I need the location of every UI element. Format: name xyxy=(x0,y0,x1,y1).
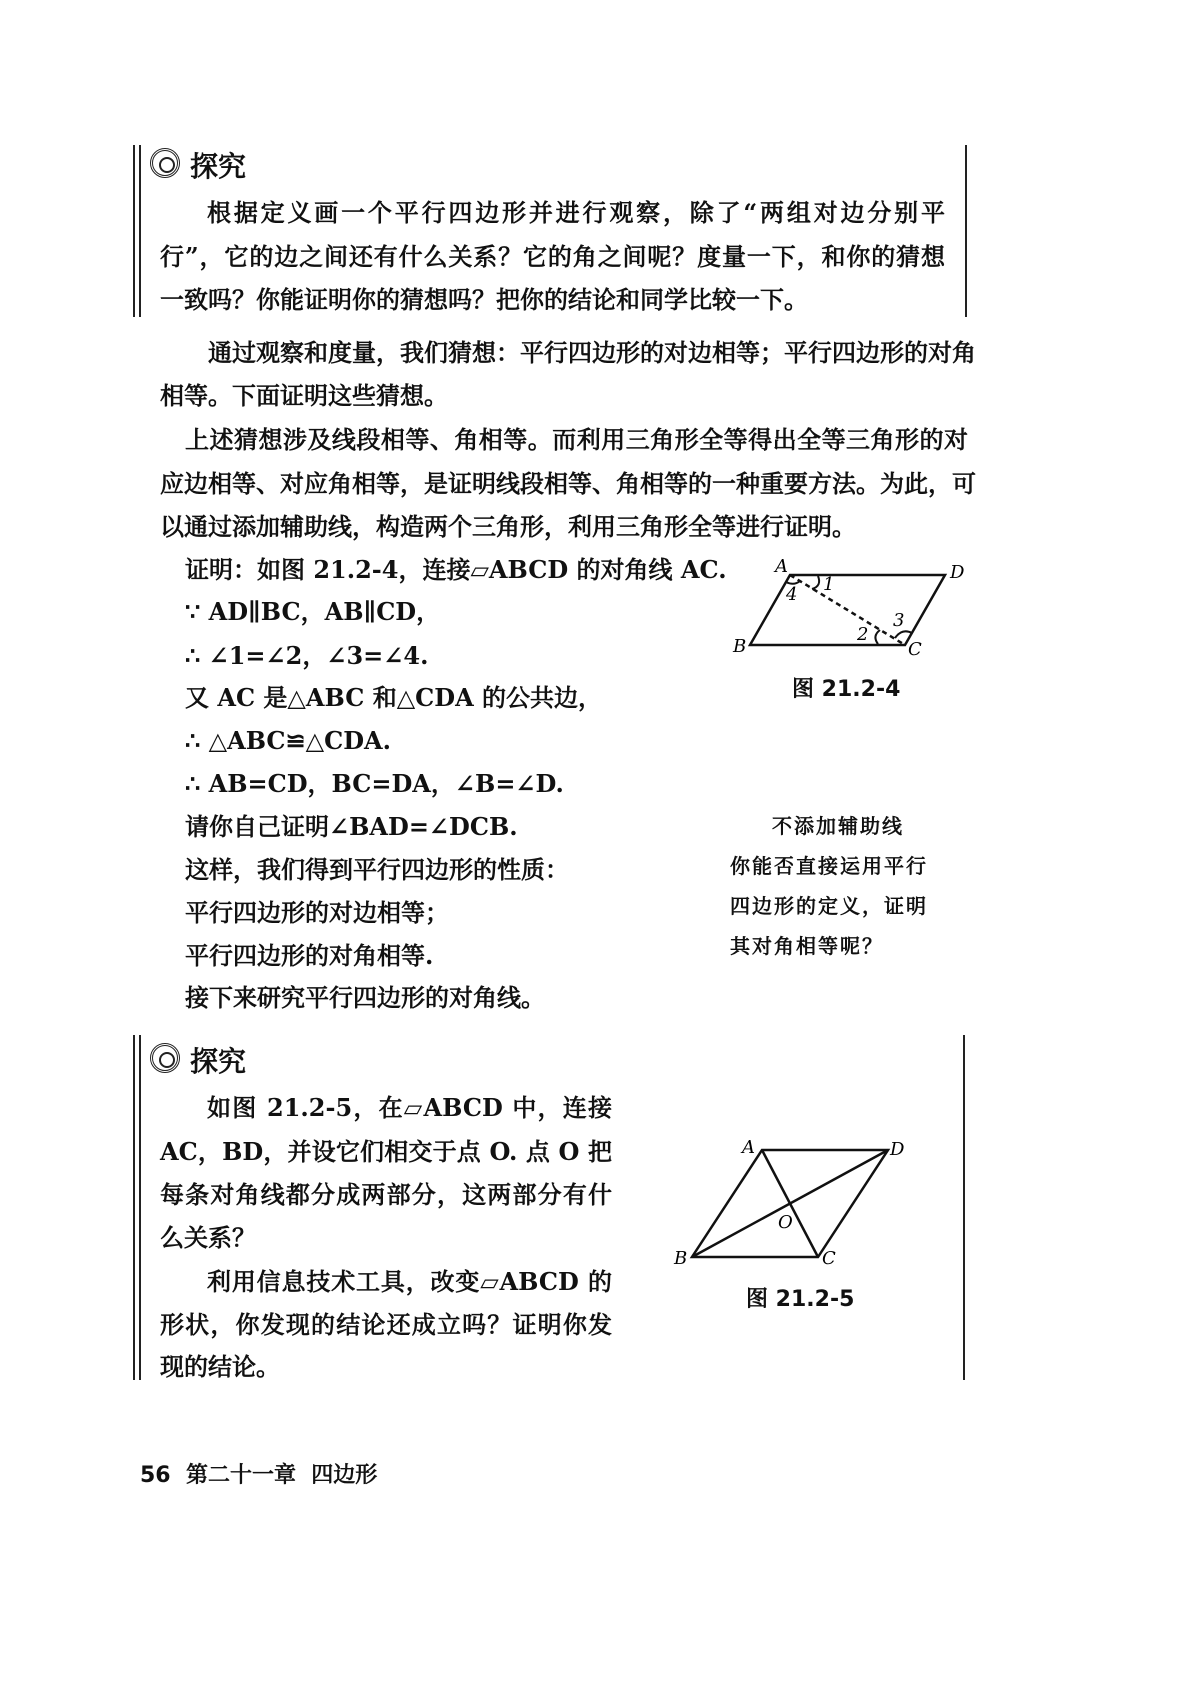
text-line: ∴ AB=CD，BC=DA，∠B=∠D. xyxy=(185,769,564,798)
explore-icon xyxy=(150,1043,180,1073)
label-1: 1 xyxy=(823,574,835,595)
figure1-caption: 图 21.2-4 xyxy=(792,677,901,702)
text-line: 上述猜想涉及线段相等、角相等。而利用三角形全等得出全等三角形的对 xyxy=(185,425,968,454)
text-line: 根据定义画一个平行四边形并进行观察，除了“两组对边分别平 xyxy=(207,198,945,227)
text-line: 相等。下面证明这些猜想。 xyxy=(160,381,448,410)
text-line: 平行四边形的对角相等. xyxy=(185,941,434,970)
text-line: 请你自己证明∠BAD=∠DCB. xyxy=(185,812,518,841)
text-line: 一致吗？你能证明你的猜想吗？把你的结论和同学比较一下。 xyxy=(160,285,808,314)
text-line: AC，BD，并设它们相交于点 O. 点 O 把 xyxy=(160,1137,612,1166)
text-line: 证明：如图 21.2-4，连接▱ABCD 的对角线 AC. xyxy=(185,555,727,584)
label-4: 4 xyxy=(786,584,798,605)
diagonal-bd-2 xyxy=(692,1150,888,1257)
text-line: 其对角相等呢？ xyxy=(730,934,884,958)
text-line: 这样，我们得到平行四边形的性质： xyxy=(185,855,569,884)
label-o: O xyxy=(778,1212,793,1233)
text-line: 应边相等、对应角相等，是证明线段相等、角相等的一种重要方法。为此，可 xyxy=(160,469,976,498)
diagonal-ac xyxy=(790,575,905,645)
text-line: 又 AC 是△ABC 和△CDA 的公共边， xyxy=(185,683,603,712)
label-b: B xyxy=(733,636,747,657)
label-3: 3 xyxy=(893,610,905,631)
label-a: A xyxy=(775,556,788,577)
text-line: 你能否直接运用平行 xyxy=(730,854,928,878)
text-line: 形状，你发现的结论还成立吗？证明你发 xyxy=(160,1310,612,1339)
page-number: 56 xyxy=(140,1463,171,1488)
text-line: 行”，它的边之间还有什么关系？它的角之间呢？度量一下，和你的猜想 xyxy=(160,242,945,271)
text-line: 平行四边形的对边相等； xyxy=(185,898,449,927)
label-c2: C xyxy=(822,1248,836,1269)
text-line: 接下来研究平行四边形的对角线。 xyxy=(185,983,545,1012)
label-2: 2 xyxy=(857,624,869,645)
chapter-title: 四边形 xyxy=(311,1463,378,1488)
figure2-caption: 图 21.2-5 xyxy=(746,1287,855,1312)
text-line: 每条对角线都分成两部分，这两部分有什 xyxy=(160,1180,612,1209)
text-line: 么关系？ xyxy=(160,1223,256,1252)
label-c: C xyxy=(908,639,922,660)
page-footer xyxy=(140,1458,377,1489)
text-line: 不添加辅助线 xyxy=(772,814,904,838)
text-line: ∵ AD∥BC，AB∥CD， xyxy=(185,597,441,626)
text-line: ∴ △ABC≌△CDA. xyxy=(185,726,391,755)
label-d: D xyxy=(950,562,965,583)
box2-left-border xyxy=(133,1035,135,1380)
box2-left-border-inner xyxy=(139,1035,141,1380)
chapter-label: 第二十一章 xyxy=(185,1463,296,1488)
text-line: 现的结论。 xyxy=(160,1352,280,1381)
angle-arc-2 xyxy=(875,630,880,644)
text-line: 如图 21.2-5，在▱ABCD 中，连接 xyxy=(207,1093,612,1122)
text-line: 通过观察和度量，我们猜想：平行四边形的对边相等；平行四边形的对角 xyxy=(208,338,976,367)
text-line: ∴ ∠1=∠2，∠3=∠4. xyxy=(185,641,429,670)
label-a2: A xyxy=(742,1137,755,1158)
explore2-title: 探究 xyxy=(190,1045,247,1078)
text-line: 利用信息技术工具，改变▱ABCD 的 xyxy=(207,1267,612,1296)
text-line: 以通过添加辅助线，构造两个三角形，利用三角形全等进行证明。 xyxy=(160,512,856,541)
angle-arc-1 xyxy=(812,576,819,589)
label-d2: D xyxy=(890,1139,905,1160)
box2-right-border xyxy=(963,1035,965,1380)
text-line: 四边形的定义，证明 xyxy=(730,894,928,918)
explore1-title: 探究 xyxy=(190,150,247,183)
label-b2: B xyxy=(674,1248,688,1269)
